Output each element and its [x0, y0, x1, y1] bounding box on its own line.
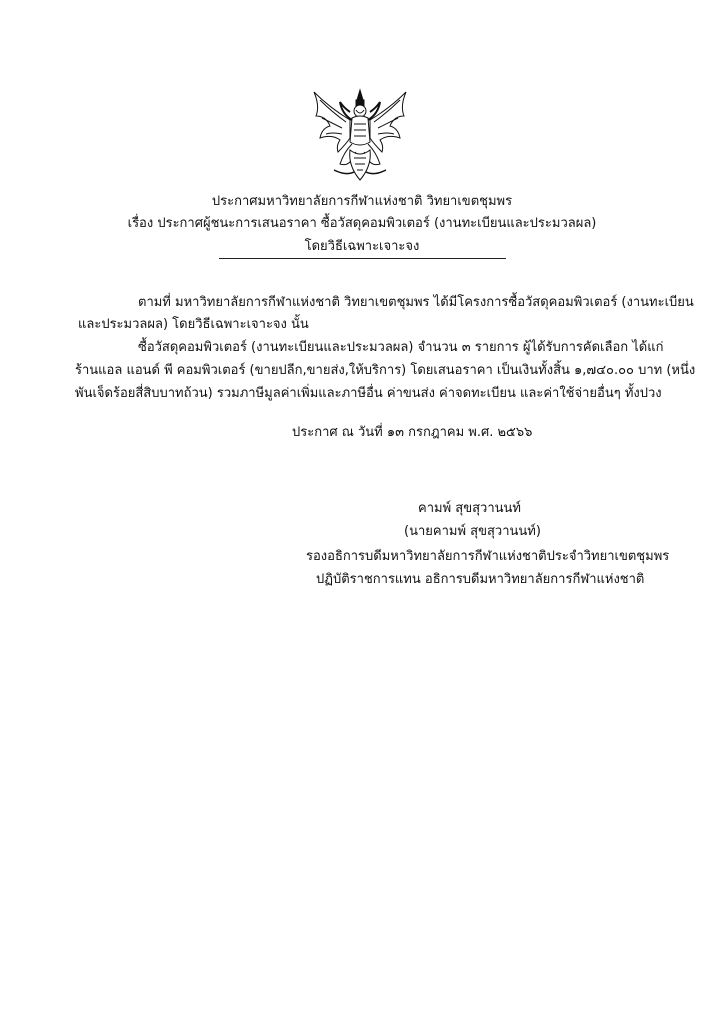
paragraph-1-line-2: และประมวลผล) โดยวิธีเฉพาะเจาะจง นั้น: [78, 317, 309, 332]
garuda-emblem-icon: [306, 86, 414, 186]
signatory-full-name: (นายคามพ์ สุขสุวานนท์): [404, 524, 541, 539]
signature-name: คามพ์ สุขสุวานนท์: [418, 501, 521, 516]
paragraph-1-line-1: ตามที่ มหาวิทยาลัยการกีฬาแห่งชาติ วิทยาเขตชุมพร ได้มีโครงการซื้อวัสดุคอมพิวเตอร์ (งานทะเบียน: [138, 295, 694, 310]
announcement-date: ประกาศ ณ วันที่ ๑๓ กรกฎาคม พ.ศ. ๒๕๖๖: [292, 425, 533, 440]
announcement-subject: เรื่อง ประกาศผู้ชนะการเสนอราคา ซื้อวัสดุคอมพิวเตอร์ (งานทะเบียนและประมวลผล): [127, 216, 597, 231]
paragraph-2-line-2: ร้านแอล แอนด์ พี คอมพิวเตอร์ (ขายปลีก,ขายส่ง,ให้บริการ) โดยเสนอราคา เป็นเงินทั้งสิ้น ๑,๗๔๐.๐๐ บาท (หนึ่ง: [75, 363, 696, 378]
announcement-title: ประกาศมหาวิทยาลัยการกีฬาแห่งชาติ วิทยาเขตชุมพร: [211, 194, 513, 209]
header-divider: [219, 258, 506, 259]
signatory-position: รองอธิการบดีมหาวิทยาลัยการกีฬาแห่งชาติประจำวิทยาเขตชุมพร: [306, 549, 670, 564]
procurement-method: โดยวิธีเฉพาะเจาะจง: [304, 239, 420, 254]
paragraph-2-line-3: พันเจ็ดร้อยสี่สิบบาทถ้วน) รวมภาษีมูลค่าเพิ่มและภาษีอื่น ค่าขนส่ง ค่าจดทะเบียน และค่าใช้จ่ายอื่นๆ ทั้งปวง: [75, 386, 662, 401]
signatory-acting-for: ปฏิบัติราชการแทน อธิการบดีมหาวิทยาลัยการกีฬาแห่งชาติ: [316, 572, 645, 587]
paragraph-2-line-1: ซื้อวัสดุคอมพิวเตอร์ (งานทะเบียนและประมวลผล) จำนวน ๓ รายการ ผู้ได้รับการคัดเลือก ได้แก่: [138, 340, 664, 355]
